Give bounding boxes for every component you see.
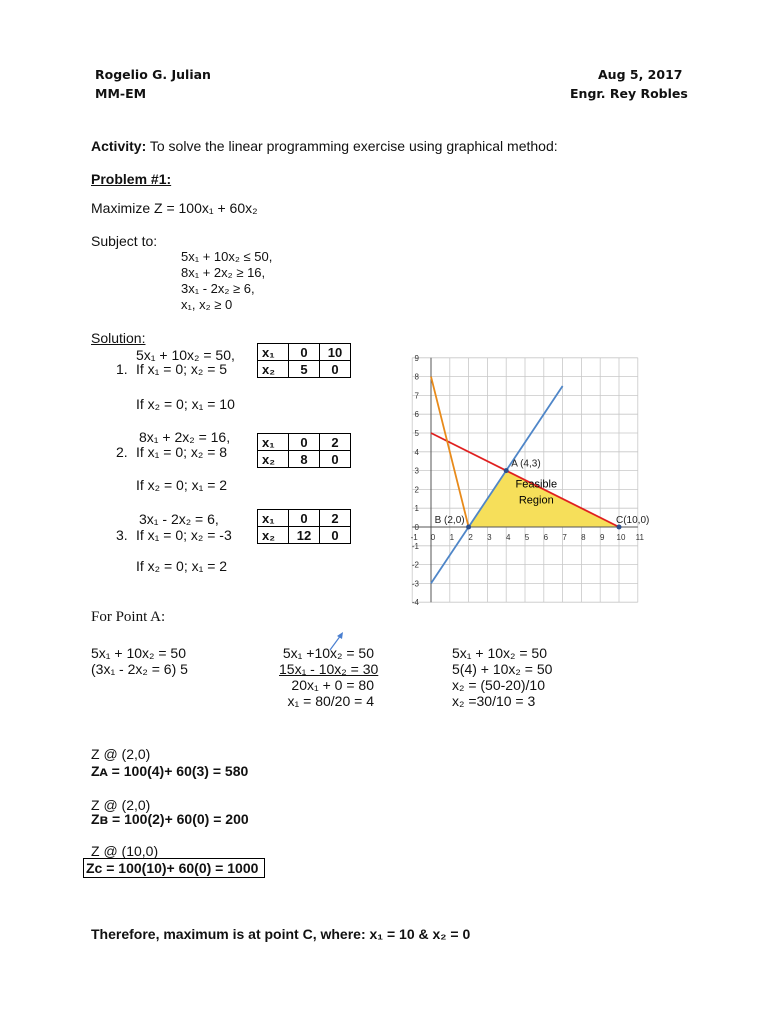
table-cell: 8	[289, 451, 320, 468]
y-tick-label: -1	[411, 541, 419, 551]
point-a-col3	[452, 645, 552, 709]
if-x1-zero-2: If x₁ = 0; x₂ = 8	[136, 444, 228, 460]
eval-b-point: Z @ (2,0)	[91, 797, 151, 813]
table-cell: 10	[320, 344, 351, 361]
if-x1-zero-1: If x₁ = 0; x₂ = 5	[136, 361, 228, 377]
if-x1-zero-3: If x₁ = 0; x₂ = -3	[136, 527, 232, 543]
step-num-3: 3.	[116, 527, 128, 543]
table-cell: x₁	[258, 344, 289, 361]
y-tick-label: 4	[414, 447, 419, 457]
x-tick-label: 6	[543, 533, 549, 542]
table-cell: 0	[289, 344, 320, 361]
constraint: x₁, x₂ ≥ 0	[181, 297, 233, 312]
corner-point-label: B (2,0)	[434, 515, 465, 526]
activity-text: To solve the linear programming exercise using graphical method:	[146, 138, 558, 154]
corner-point-label: C(10,0)	[616, 515, 650, 526]
problem-title: Problem #1:	[91, 171, 172, 187]
table-cell: x₁	[258, 510, 289, 527]
equation-line: x₂ =30/10 = 3	[452, 693, 536, 709]
table-cell: 12	[289, 527, 320, 544]
equation-line: 5x₁ +10x₂ = 50	[282, 645, 374, 661]
y-tick-label: -3	[411, 579, 419, 589]
equation-line: x₂ = (50-20)/10	[452, 677, 545, 693]
eval-c-point: Z @ (10,0)	[91, 843, 159, 859]
x-tick-label: 11	[635, 533, 644, 542]
author-name: Rogelio G. Julian	[95, 67, 211, 82]
point-a-col2	[279, 645, 379, 709]
y-tick-label: 3	[414, 466, 419, 476]
constraint: 5x₁ + 10x₂ ≤ 50,	[181, 249, 273, 264]
equation-line: 5x₁ + 10x₂ = 50	[91, 645, 186, 661]
values-table-1	[257, 343, 351, 378]
x-tick-label: -1	[410, 533, 418, 542]
objective-function: Maximize Z = 100x₁ + 60x₂	[91, 200, 258, 216]
equation-line: 15x₁ - 10x₂ = 30	[279, 661, 379, 677]
y-tick-label: 5	[414, 429, 419, 438]
values-table-3	[257, 509, 351, 544]
activity-label: Activity:	[91, 138, 147, 154]
x-tick-label: 8	[581, 533, 586, 542]
y-tick-label: 0	[414, 523, 419, 532]
constraint: 8x₁ + 2x₂ ≥ 16,	[181, 265, 266, 280]
y-tick-label: 2	[414, 485, 419, 495]
constraint: 3x₁ - 2x₂ ≥ 6,	[181, 281, 255, 296]
table-cell: x₁	[258, 434, 289, 451]
subject-to-label: Subject to:	[91, 233, 158, 249]
table-cell: 0	[320, 451, 351, 468]
feasible-region-graph	[395, 318, 705, 636]
region-label-line2: Region	[518, 494, 554, 507]
equation-line: (3x₁ - 2x₂ = 6) 5	[91, 661, 188, 677]
x-tick-label: 4	[505, 533, 511, 542]
step-num-1: 1.	[116, 361, 128, 377]
eq-2: 8x₁ + 2x₂ = 16,	[139, 429, 231, 445]
corner-point-label: A (4,3)	[511, 458, 541, 470]
corner-point	[504, 468, 509, 473]
table-cell: 2	[320, 434, 351, 451]
y-tick-label: 7	[414, 391, 419, 401]
constraints-list	[181, 249, 272, 313]
y-tick-label: 8	[414, 372, 419, 382]
step-num-2: 2.	[116, 444, 128, 460]
table-cell: 0	[320, 361, 351, 378]
instructor-name: Engr. Rey Robles	[570, 86, 688, 101]
y-tick-label: 1	[414, 504, 419, 514]
table-cell: 0	[289, 510, 320, 527]
x-tick-label: 2	[468, 533, 473, 542]
table-cell: x₂	[258, 451, 289, 468]
if-x2-zero-3: If x₂ = 0; x₁ = 2	[136, 558, 228, 574]
eq-1: 5x₁ + 10x₂ = 50,	[136, 347, 235, 363]
eval-c-result-boxed: Zᴄ = 100(10)+ 60(0) = 1000	[83, 858, 265, 878]
region-label-line1: Feasible	[515, 478, 558, 491]
x-tick-label: 1	[449, 533, 455, 542]
equation-line: x₁ = 80/20 = 4	[287, 693, 374, 709]
x-tick-label: 3	[487, 533, 492, 542]
table-cell: 5	[289, 361, 320, 378]
conclusion: Therefore, maximum is at point C, where: x₁ = 10 & x₂ = 0	[91, 926, 471, 942]
if-x2-zero-1: If x₂ = 0; x₁ = 10	[136, 396, 235, 412]
y-tick-label: 6	[414, 410, 419, 420]
if-x2-zero-2: If x₂ = 0; x₁ = 2	[136, 477, 228, 493]
values-table-2	[257, 433, 351, 468]
table-cell: 2	[320, 510, 351, 527]
eval-a-point: Z @ (2,0)	[91, 746, 151, 762]
point-a-col1	[91, 645, 188, 677]
x-tick-label: 7	[562, 533, 567, 542]
table-cell: 0	[320, 527, 351, 544]
x-tick-label: 5	[524, 533, 530, 542]
date: Aug 5, 2017	[598, 67, 683, 82]
x-tick-label: 10	[616, 533, 626, 542]
point-a-title: For Point A:	[91, 609, 166, 625]
y-tick-label: 9	[414, 353, 419, 363]
y-tick-label: -4	[411, 598, 419, 608]
equation-line: 20x₁ + 0 = 80	[291, 677, 374, 693]
y-tick-label: -2	[411, 560, 419, 570]
eq-3: 3x₁ - 2x₂ = 6,	[139, 511, 219, 527]
table-cell: 0	[289, 434, 320, 451]
table-cell: x₂	[258, 361, 289, 378]
x-tick-label: 9	[599, 533, 605, 542]
equation-line: 5(4) + 10x₂ = 50	[452, 661, 553, 677]
eval-a-result: Zᴀ = 100(4)+ 60(3) = 580	[91, 763, 249, 779]
program-name: MM-EM	[95, 86, 147, 101]
activity-line	[91, 138, 558, 154]
equation-line: 5x₁ + 10x₂ = 50	[452, 645, 547, 661]
solution-title: Solution:	[91, 330, 146, 346]
table-cell: x₂	[258, 527, 289, 544]
eval-b-result: Zʙ = 100(2)+ 60(0) = 200	[91, 811, 249, 827]
x-tick-label: 0	[430, 533, 436, 542]
corner-point	[466, 525, 471, 530]
